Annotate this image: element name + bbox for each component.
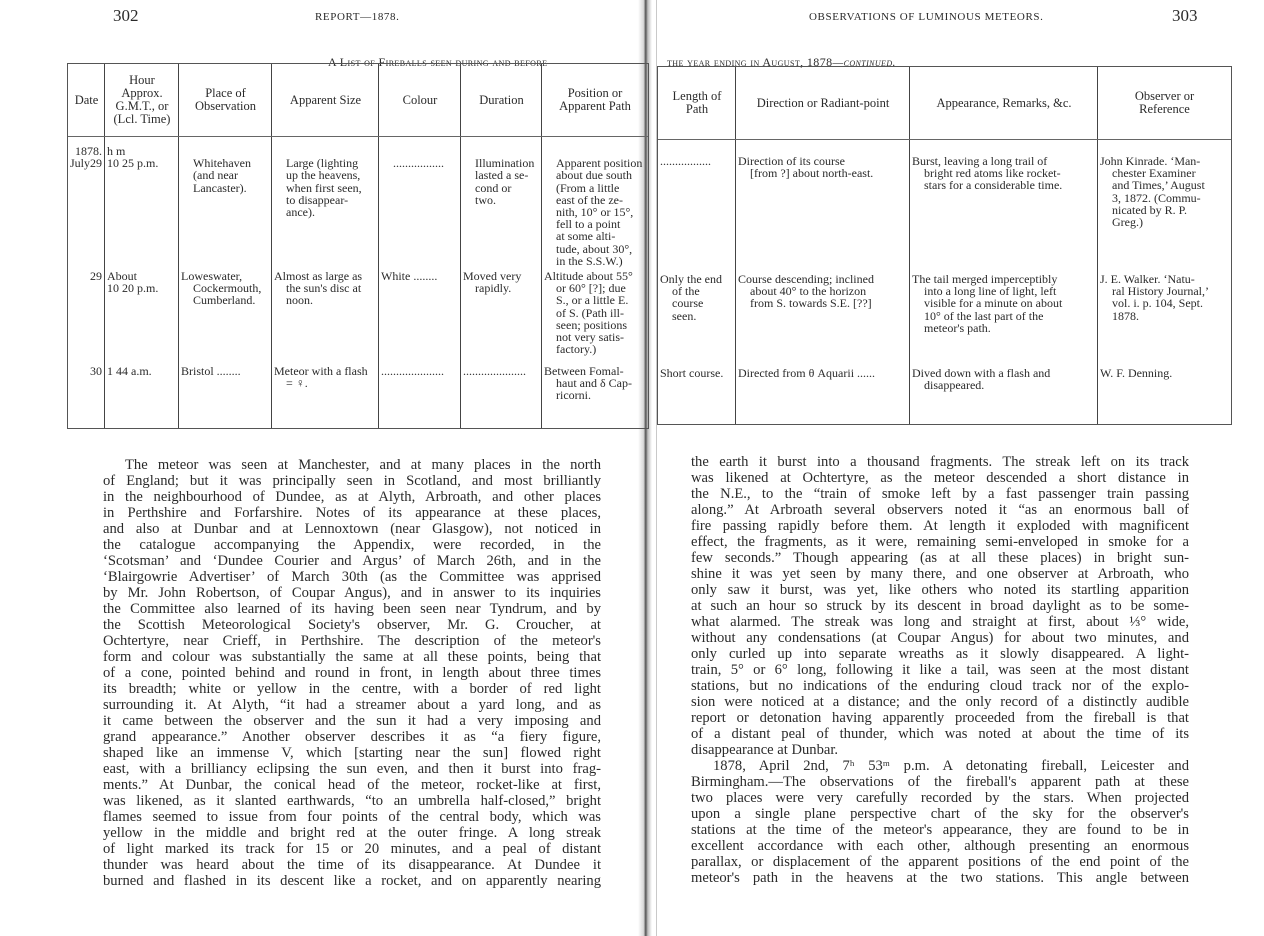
cell-appearance [910,155,1098,192]
cell-length [658,367,736,379]
text-line: the sun's disc at [286,281,362,296]
cell-direction [736,273,910,310]
cell-duration [461,270,542,294]
cell-hour [105,365,179,377]
column-header-place [179,87,272,113]
text-line: ral History Journal,’ [1112,284,1209,299]
column-header-appearance [910,97,1098,110]
text-line: seen. [672,308,697,323]
text-line: up the heavens, [286,168,361,183]
text-line: fell to a point [556,217,621,232]
text-line: ..................... [381,364,444,378]
text-line: thunder was heard about the time of its disappearance. At Dundee it [103,857,601,873]
cell-appearance [910,367,1098,391]
table-row [68,365,648,402]
text-line: shine it was yet seen by many there, and one observer at Arbroath, who [691,566,1189,582]
text-line: ‘Blairgowrie Advertiser’ of March 30th (as the Committee was apprised [103,569,601,585]
text-line: Date [74,92,99,107]
text-line: shaped like an immense V, which [starting near the sun] flowed right [103,745,601,761]
text-line: Loweswater, [181,269,243,283]
text-line: visible for a minute on about [924,296,1063,311]
text-line: ricorni. [556,388,591,403]
text-line: Meteor with a flash [274,364,368,378]
text-line: 1878. [75,144,102,158]
cell-position [542,145,648,267]
text-line: Large (lighting [286,156,359,171]
text-line: Almost as large as [274,269,363,283]
text-line: 1878, April 2nd, 7ʰ 53ᵐ p.m. A detonating fireball, Leicester and [713,758,1189,774]
text-line: surrounding it. At Alyth, “it had a streamer about a yard long, and as [103,697,601,713]
text-line: nicated by R. P. [1112,202,1187,217]
text-line: upon a single plane perspective chart of the sky for the observer's [691,806,1189,822]
text-line: was likened at Ochtertyre, as the meteor descended a short distance in [691,470,1189,486]
cell-observer [1098,155,1231,228]
cell-length [658,273,736,322]
column-header-duration [461,94,542,107]
table-row [68,145,648,267]
table-header [658,67,1231,140]
column-header-position [542,87,648,113]
text-line: Reference [1139,102,1190,116]
text-line: Hour [129,73,155,87]
text-line: 30 [90,364,102,378]
cell-observer [1098,367,1231,379]
cell-duration [461,365,542,377]
text-line: disappeared. [924,378,985,393]
text-line: h m [107,144,126,158]
text-line: 10° of the last part of the [924,308,1044,323]
text-line: along.” At Arbroath several observers noted it “as an enormous ball of [691,502,1189,518]
cell-date [68,145,105,169]
text-line: two places were very carefully recorded by the stars. When projected [691,790,1189,806]
text-line: about 40° to the horizon [750,284,867,299]
table-row [68,270,648,355]
text-line: 29 [90,269,102,283]
column-header-colour [379,94,461,107]
text-line: when first seen, [286,180,362,195]
cell-position [542,270,648,355]
text-line: few seconds.” Though appearing (as at all these places) in bright sun- [691,550,1189,566]
text-line: Appearance, Remarks, &c. [936,95,1072,110]
text-line: Whitehaven [193,156,251,171]
cell-place [179,145,272,194]
text-line: Lancaster). [193,180,247,195]
table-header [68,64,648,137]
cell-date [68,270,105,282]
text-line: seen; positions [556,317,627,332]
column-header-observer [1098,90,1231,116]
body-text [103,457,601,889]
text-line: Illumination [475,156,535,171]
text-line: in Perthshire and Forfarshire. Notes of its appearance at these places, [103,505,601,521]
text-line: Apparent position [556,156,643,171]
text-line: Cumberland. [193,293,256,308]
cell-hour [105,270,179,294]
text-line: flames seemed to issue from four points of the central body, which was [103,809,601,825]
table-caption: A List of Fireballs seen during and before [328,55,548,69]
text-line: stations at the time of the meteor's appearance, they are found to be in [691,822,1189,838]
text-line: of light marked its track for 15 or 20 minutes, and a peal of distant [103,841,601,857]
text-line: Burst, leaving a long trail of [912,154,1048,168]
text-line: G.M.T., or [115,99,169,113]
text-line: without any condensations (at Coupar Angus) for about two minutes, and [691,630,1189,646]
cell-place [179,365,272,377]
cell-direction [736,367,910,379]
text-line: report or detonation having apparently proceeded from the fireball is that [691,710,1189,726]
text-line: Observation [194,99,257,113]
text-line: Position or [567,86,623,100]
text-line: Observer or [1134,89,1195,103]
text-line: S., or a little E. [556,293,629,308]
column-header-date [68,94,105,107]
text-line: of S. (Path ill- [556,305,624,320]
text-line: July29 [70,156,103,171]
text-line: Only the end [660,272,722,286]
text-line: about due south [556,168,632,183]
text-line: east of the ze- [556,192,623,207]
text-line: Bristol ........ [181,364,241,378]
text-line: only saw it burst, was yet, like others who noted its startling apparition [691,582,1189,598]
text-line: 3, 1872. (Commu- [1112,190,1201,205]
text-line: chester Examiner [1112,166,1196,181]
text-line: factory.) [556,342,597,357]
text-line: Apparent Path [559,99,631,113]
text-line: sion were noticed at a distance; and the only record of a distinctly audible [691,694,1189,710]
text-line: Between Fomal- [544,364,624,378]
text-line: only curled up into separate wreaths as it slowly disappeared. A light- [691,646,1189,662]
table-row [658,273,1231,334]
text-line: Dived down with a flash and [912,366,1051,380]
text-line: (Lcl. Time) [113,112,171,126]
text-line: parallax, or displacement of the apparent positions of the end point of the [691,854,1189,870]
cell-date [68,365,105,377]
text-line: and also at Dunbar and at Lennoxtown (near Glasgow), not noticed in [103,521,601,537]
text-line: [from ?] about north-east. [750,166,874,181]
cell-place [179,270,272,307]
text-line: J. E. Walker. ‘Natu- [1100,272,1195,286]
text-line: rapidly. [475,281,512,296]
text-line: (From a little [556,180,620,195]
text-line: yellow in the middle and bright red at the outer fringe. A long streak [103,825,601,841]
text-line: effect, the fragments, as it were, remaining semi-enveloped in smoke for a [691,534,1189,550]
text-line: ments.” At Dunbar, the conical head of the meteor, rocket-like at first, [103,777,601,793]
cell-observer [1098,273,1231,322]
text-line: of the [672,284,700,299]
text-line: the catalogue accompanying the Appendix, were recorded, in the [103,537,601,553]
text-line: Direction of its course [738,154,845,168]
text-line: noon. [286,293,313,308]
cell-size [272,270,379,307]
text-line: Place of [205,86,246,100]
text-line: of a cone, pointed behind and round in front, in length about three times [103,665,601,681]
text-line: from S. towards S.E. [??] [750,296,872,311]
text-line: The meteor was seen at Manchester, and at many places in the north [125,457,601,473]
text-line: 1878. [1112,308,1139,323]
page-number: 303 [1172,6,1198,25]
text-line: About [107,269,137,283]
cell-colour [379,365,461,377]
text-line: was likened, as it slanted earthwards, “to an umbrella half-closed,” bright [103,793,601,809]
cell-direction [736,155,910,179]
text-line: east, with a brilliancy eclipsing the sun even, and then it burst into frag- [103,761,601,777]
cell-position [542,365,648,402]
text-line: W. F. Denning. [1100,366,1173,380]
text-line: haut and δ Cap- [556,376,632,391]
cell-size [272,365,379,389]
column-header-hour [105,74,179,126]
text-line: stations, but no indications of the enduring cloud track nor of the explo- [691,678,1189,694]
text-line: stars for a considerable time. [924,178,1063,193]
text-line: the Committee also learned of its having been seen near Tyndrum, and by [103,601,601,617]
text-line: Length of [672,89,722,103]
column-header-length [658,90,736,116]
text-line: 10 25 p.m. [107,156,159,171]
text-line: = ♀. [286,376,308,391]
text-line: Cockermouth, [193,281,262,296]
table-caption-suffix: —continued. [832,55,896,69]
table-row [658,155,1231,228]
text-line: Colour [402,92,438,107]
text-line: Direction or Radiant-point [756,95,890,110]
text-line: ..................... [463,364,526,378]
text-line: or 60° [?]; due [556,281,626,296]
text-line: bright red atoms like rocket- [924,166,1061,181]
text-line: ................. [393,156,444,171]
text-line: Duration [479,92,524,107]
text-line: Short course. [660,366,724,380]
text-line: burned and flashed in its descent like a rocket, and on apparently nearing [103,873,601,889]
text-line: its breadth; white or yellow in the centre, with a border of red light [103,681,601,697]
text-line: form and colour was substantially the same at all these points, being that [103,649,601,665]
text-line: ‘Scotsman’ and ‘Dundee Courier and Argus’ of March 26th, and in the [103,553,601,569]
text-line: the N.E., to the “train of smoke left by a fast passenger train passing [691,486,1189,502]
text-line: 1 44 a.m. [107,364,152,378]
text-line: the earth it burst into a thousand fragments. The streak left on its track [691,454,1189,470]
cell-length [658,155,736,167]
text-line: not very satis- [556,330,624,345]
text-line: at some alti- [556,229,616,244]
text-line: ................. [660,154,711,168]
text-line: lasted a se- [475,168,529,183]
text-line: Moved very [463,269,522,283]
running-head: REPORT—1878. [315,11,400,23]
text-line: ance). [286,205,315,220]
text-line: meteor's path. [924,320,991,335]
cell-colour [379,270,461,282]
cell-appearance [910,273,1098,334]
text-line: of a distant peal of thunder, which was noted at about the time of its [691,726,1189,742]
text-line: Ochtertyre, near Crieff, in Perthshire. The description of the meteor's [103,633,601,649]
text-line: Directed from θ Aquarii ...... [738,366,876,380]
fireball-table-right [657,66,1232,425]
text-line: in the S.S.W.) [556,253,623,268]
text-line: Birmingham.—The observations of the fireball's apparent path at these [691,774,1189,790]
text-line: in the neighbourhood of Dundee, as at Alyth, Arbroath, and other places [103,489,601,505]
text-line: John Kinrade. ‘Man- [1100,154,1201,168]
text-line: Approx. [121,86,163,100]
text-line: White ........ [381,269,438,283]
table-caption-text: the year ending in August, 1878 [667,55,833,69]
text-line: into a long line of light, left [924,284,1057,299]
running-head: OBSERVATIONS OF LUMINOUS METEORS. [809,11,1044,23]
text-line: by Mr. John Robertson, of Coupar Angus), and in answer to its inquiries [103,585,601,601]
text-line: cond or [475,180,512,195]
text-line: Altitude about 55° [544,269,633,283]
text-line: and Times,’ August [1112,178,1205,193]
text-line: Path [685,102,709,116]
cell-duration [461,145,542,206]
text-line: (and near [193,168,238,183]
text-line: the Scottish Meteorological Society's observer, Mr. G. Croucher, at [103,617,601,633]
text-line: two. [475,192,496,207]
text-line: disappearance at Dunbar. [691,742,839,758]
text-line: Apparent Size [289,92,362,107]
table-row [658,367,1231,391]
text-line: tude, about 30°, [556,241,633,256]
text-line: 10 20 p.m. [107,281,159,296]
text-line: of England; but it was principally seen in Scotland, and most brilliantly [103,473,601,489]
text-line: vol. i. p. 104, Sept. [1112,296,1204,311]
text-line: The tail merged imperceptibly [912,272,1058,286]
text-line: to disappear- [286,192,349,207]
text-line: what alarmed. The streak was long and straight at first, about ⅓° wide, [691,614,1189,630]
fireball-table-left [67,63,649,429]
column-header-direction [736,97,910,110]
text-line: excellent accordance with each other, although presenting an enormous [691,838,1189,854]
cell-colour [379,145,461,169]
cell-hour [105,145,179,169]
text-line: it came between the observer and the sun it had a very imposing and [103,713,601,729]
text-line: Course descending; inclined [738,272,874,286]
page-number: 302 [113,6,139,25]
text-line: meteor's path in the heavens at the two stations. This angle between [691,870,1189,886]
body-text [691,454,1189,886]
text-line: nith, 10° or 15°, [556,205,634,220]
text-line: fire passing rapidly before them. At length it exploded with magnificent [691,518,1189,534]
text-line: Greg.) [1112,215,1143,230]
text-line: course [672,296,704,311]
text-line: grand appearance.” Another observer describes it as “a fiery figure, [103,729,601,745]
text-line: train, 5° or 6° long, following it like a tail, was seen at the most distant [691,662,1189,678]
text-line: at such an hour so struck by its descent in broad daylight as to be some- [691,598,1189,614]
cell-size [272,145,379,218]
column-header-size [272,94,379,107]
